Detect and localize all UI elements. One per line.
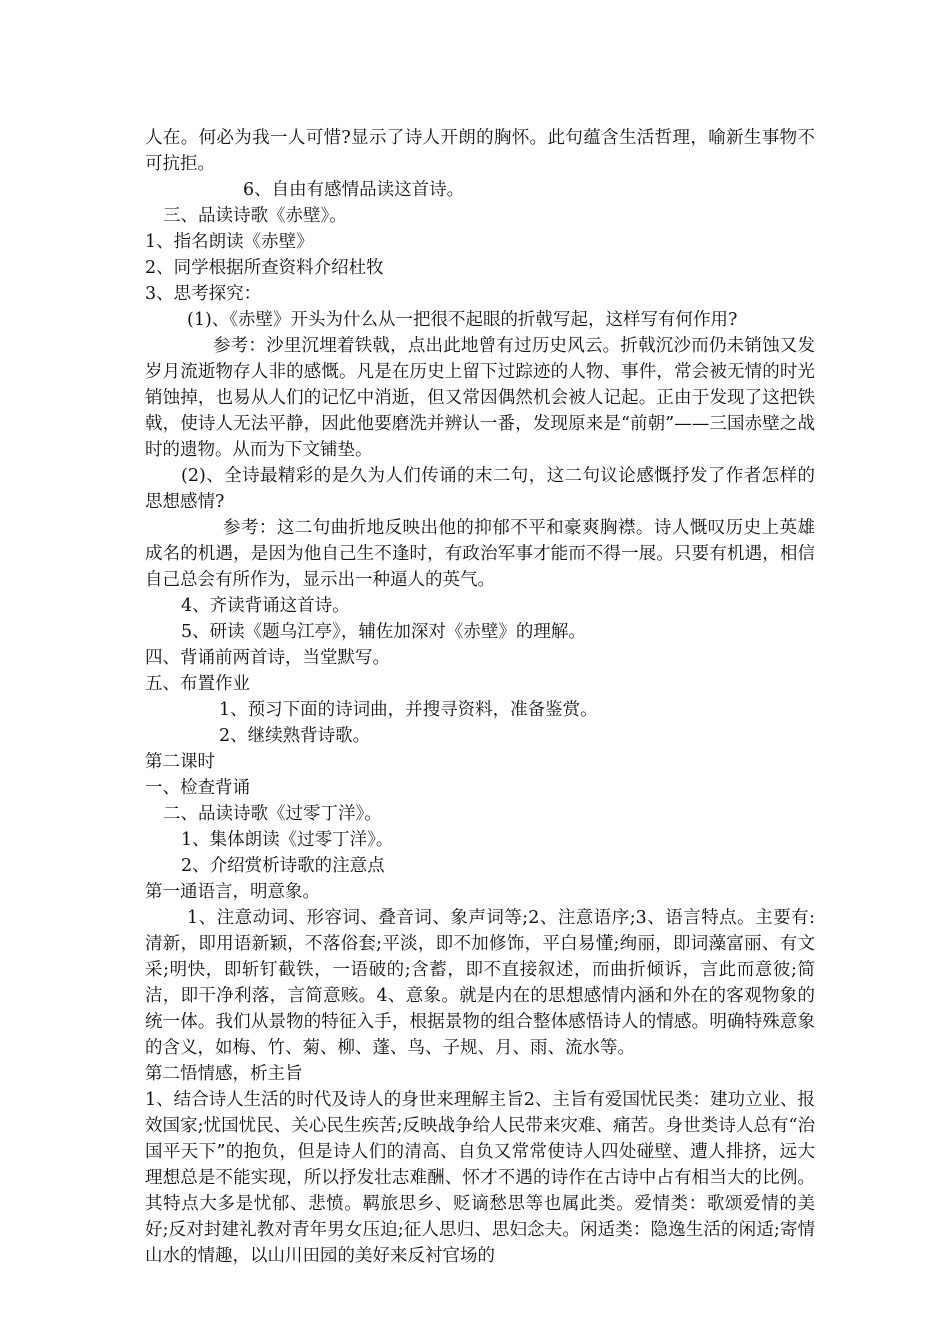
answer-2: 参考：这二句曲折地反映出他的抑郁不平和豪爽胸襟。诗人慨叹历史上英雄成名的机遇，是因为他自己生不逢时，有政治军事才能而不得一展。只要有机遇，相信自己总会有所作为，显示出一种逼人的英气。 xyxy=(145,518,815,590)
first-point-body: 1、注意动词、形容词、叠音词、象声词等;2、注意语序;3、语言特点。主要有:清新，即用语新颖，不落俗套;平淡，即不加修饰，平白易懂;绚丽，即词藻富丽、有文采;明快，即斩钉截铁，一语破的;含蓄，即不直接叙述，而曲折倾诉，言此而意彼;简洁，即干净利落，言简意赅。4、意象。就是内在的思想感情内涵和外在的客观物象的统一体。我们从景物的特征入手，根据景物的组合整体感悟诗人的情感。明确特殊意象的含义，如梅、竹、菊、柳、蓬、鸟、子规、月、雨、流水等。 xyxy=(145,908,815,1058)
homework-1: 1、预习下面的诗词曲，并搜寻资料，准备鉴赏。 xyxy=(219,700,598,720)
lesson-2-section-2: 二、品读诗歌《过零丁洋》。 xyxy=(163,804,382,824)
homework-2: 2、继续熟背诗歌。 xyxy=(219,726,371,746)
lesson-2-step-2: 2、介绍赏析诗歌的注意点 xyxy=(181,856,385,876)
question-1: (1)、《赤壁》开头为什么从一把很不起眼的折戟写起，这样写有何作用? xyxy=(187,310,738,330)
lesson-2-section-1: 一、检查背诵 xyxy=(145,778,250,798)
step-5-line: 5、研读《题乌江亭》，辅佐加深对《赤壁》的理解。 xyxy=(181,622,586,642)
step-2-line: 2、同学根据所查资料介绍杜牧 xyxy=(145,258,384,278)
step-3-line: 3、思考探究： xyxy=(145,284,262,304)
section-5-heading: 五、布置作业 xyxy=(145,674,250,694)
lesson-2-step-1: 1、集体朗读《过零丁洋》。 xyxy=(181,830,394,850)
answer-1: 参考：沙里沉埋着铁戟，点出此地曾有过历史风云。折戟沉沙而仍未销蚀又发岁月流逝物存人非的感慨。凡是在历史上留下过踪迹的人物、事件，常会被无情的时光销蚀掉，也易从人们的记忆中消逝，但又常因偶然机会被人记起。正由于发现了这把铁戟，使诗人无法平静，因此他要磨洗并辨认一番，发现原来是“前朝”——三国赤壁之战时的遗物。从而为下文铺垫。 xyxy=(145,336,815,460)
first-point-heading: 第一通语言，明意象。 xyxy=(145,882,320,902)
second-point-heading: 第二悟情感，析主旨 xyxy=(145,1064,303,1084)
step-6-line: 6、自由有感情品读这首诗。 xyxy=(243,180,465,200)
second-point-body: 1、结合诗人生活的时代及诗人的身世来理解主旨2、主旨有爱国忧民类：建功立业、报效国家;忧国忧民、关心民生疾苦;反映战争给人民带来灾难、痛苦。身世类诗人总有“治国平天下”的抱负，但是诗人们的清高、自负又常常使诗人四处碰壁、遭人排挤，远大理想总是不能实现，所以抒发壮志难酬、怀才不遇的诗作在古诗中占有相当大的比例。其特点大多是忧郁、悲愤。羁旅思乡、贬谪愁思等也属此类。爱情类：歌颂爱情的美好;反对封建礼教对青年男女压迫;征人思归、思妇念夫。闲适类：隐逸生活的闲适;寄情山水的情趣，以山川田园的美好来反衬官场的 xyxy=(145,1090,815,1266)
section-3-heading: 三、品读诗歌《赤壁》。 xyxy=(163,206,347,226)
lesson-2-heading: 第二课时 xyxy=(145,752,215,772)
question-2: (2)、全诗最精彩的是久为人们传诵的末二句，这二句议论感慨抒发了作者怎样的思想感情? xyxy=(145,466,815,512)
paragraph-1: 人在。何必为我一人可惜?显示了诗人开朗的胸怀。此句蕴含生活哲理，喻新生事物不可抗拒。 xyxy=(145,128,815,174)
step-4-line: 4、齐读背诵这首诗。 xyxy=(181,596,350,616)
document-body xyxy=(145,125,815,1269)
step-1-line: 1、指名朗读《赤壁》 xyxy=(145,232,314,252)
section-4-heading: 四、背诵前两首诗，当堂默写。 xyxy=(145,648,390,668)
